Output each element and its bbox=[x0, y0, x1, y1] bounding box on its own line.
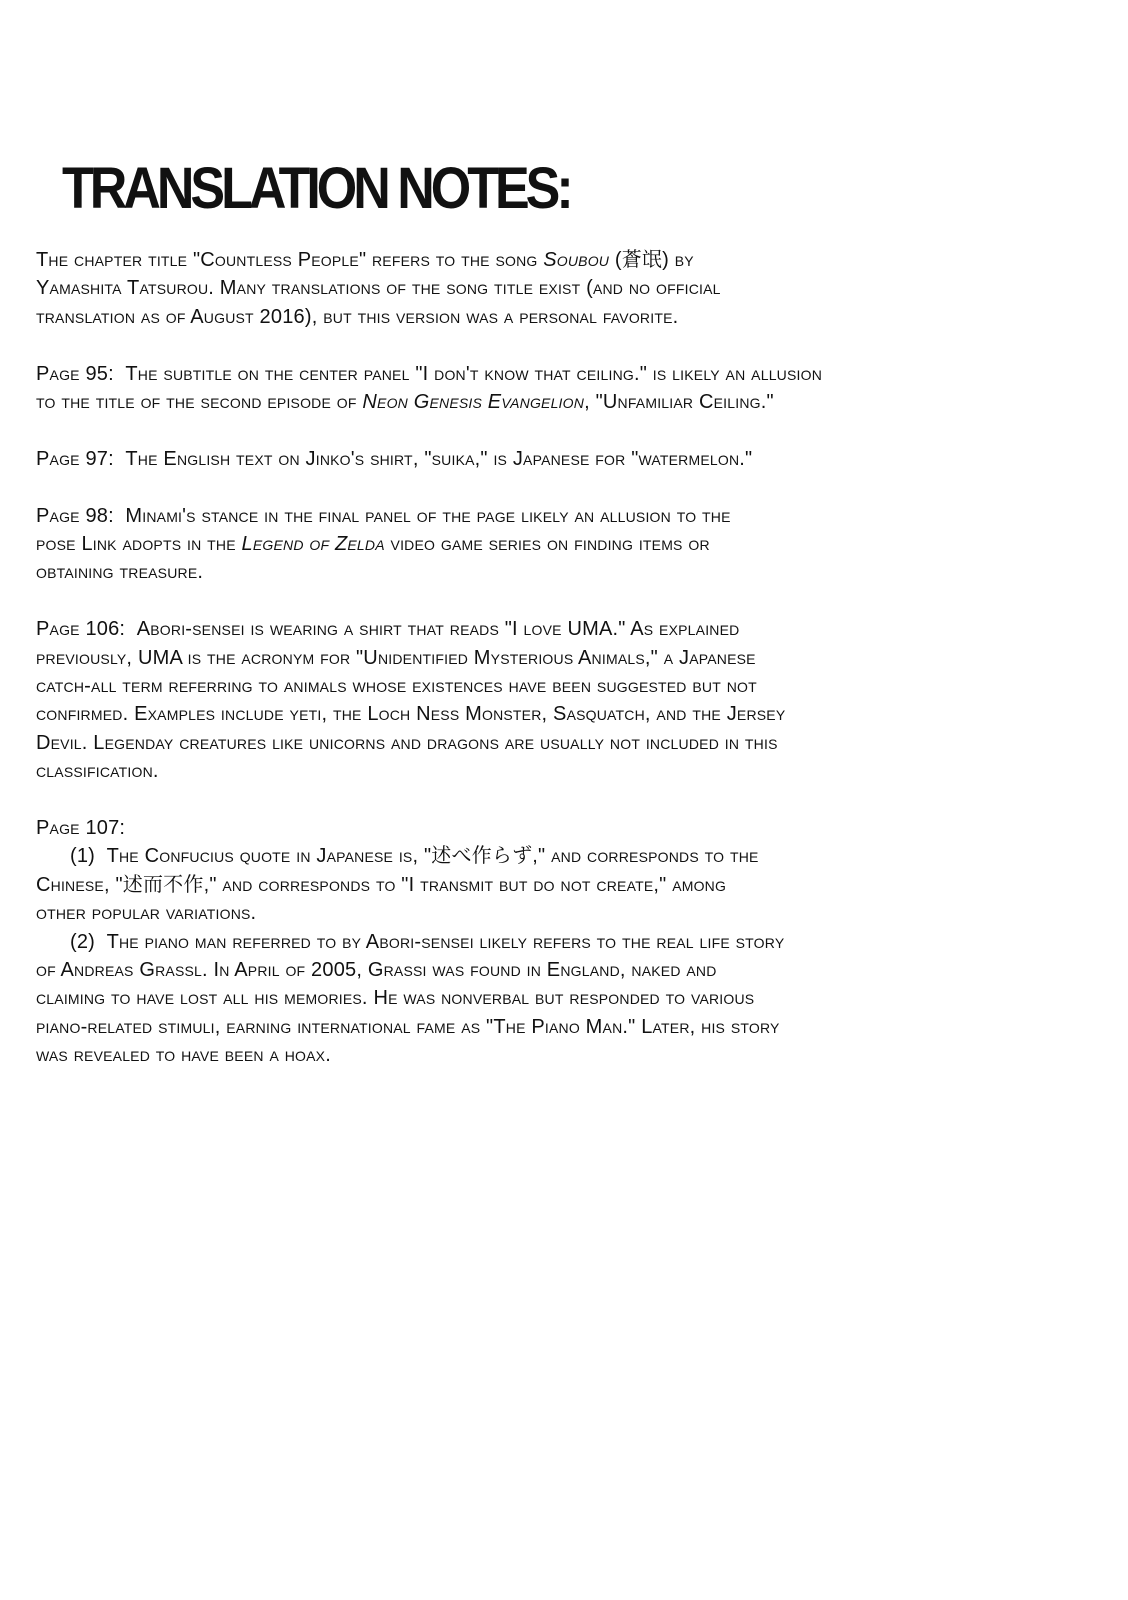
intro-line-2: Yamashita Tatsurou. Many translations of the song title exist (and no official bbox=[36, 277, 721, 300]
note-page-107: Page 107: (1) The Confucius quote in Japanese is, "述べ作らず," and corresponds to the Chinese, "述而不作," and corresponds to "I transmit but do not create," among other popular variations. (2) The piano man referred to by Abori-sensei likely refers to the real life story of Andreas Grassl. In April of 2005, Grassi was found in England, naked and claiming to have lost all his memories. He was nonverbal but responded to various piano-related stimuli, earning international fame as "The Piano Man." Later, his story was revealed to have been a hoax. bbox=[36, 814, 996, 1070]
song-title: Soubou bbox=[543, 249, 610, 271]
note-page-106: Page 106: Abori-sensei is wearing a shirt that reads "I love UMA." As explained previously, UMA is the acronym for "Unidentified Mysterious Animals," a Japanese catch-all term referring to animals whose existences have been suggested but not confirmed. Examples include yeti, the Loch Ness Monster, Sasquatch, and the Jersey Devil. Legenday creatures like unicorns and dragons are usually not included in this classification. bbox=[36, 618, 786, 783]
game-series-title: Legend of Zelda bbox=[241, 533, 385, 556]
note-page-95: Page 95: The subtitle on the center panel "I don't know that ceiling." is likely an allusion to the title of the second episode of Neon Genesis Evangelion, "Unfamiliar Ceiling." bbox=[36, 362, 823, 414]
note-label: Page 106: bbox=[36, 618, 126, 641]
note-label: Page 98: bbox=[36, 504, 114, 527]
note-page-98: Page 98: Minami's stance in the final panel of the page likely an allusion to the pose Link adopts in the Legend of Zelda video game series on finding items or obtaining treasure. bbox=[36, 504, 731, 584]
notes-body bbox=[36, 246, 996, 1098]
intro-line-1: The chapter title "Countless People" refers to the song Soubou (蒼氓) by bbox=[36, 249, 694, 271]
intro-note bbox=[36, 246, 996, 331]
item-marker: (1) bbox=[70, 845, 96, 868]
episode-series-title: Neon Genesis Evangelion bbox=[362, 391, 585, 414]
intro-line-3: translation as of August 2016), but this version was a personal favorite. bbox=[36, 305, 679, 328]
item-marker: (2) bbox=[70, 930, 96, 953]
note-page-97: Page 97: The English text on Jinko's shirt, "suika," is Japanese for "watermelon." bbox=[36, 447, 753, 470]
note-label: Page 95: bbox=[36, 362, 114, 385]
note-label: Page 97: bbox=[36, 447, 114, 470]
page-title: TRANSLATION NOTES: bbox=[62, 156, 570, 222]
note-label: Page 107: bbox=[36, 817, 126, 840]
